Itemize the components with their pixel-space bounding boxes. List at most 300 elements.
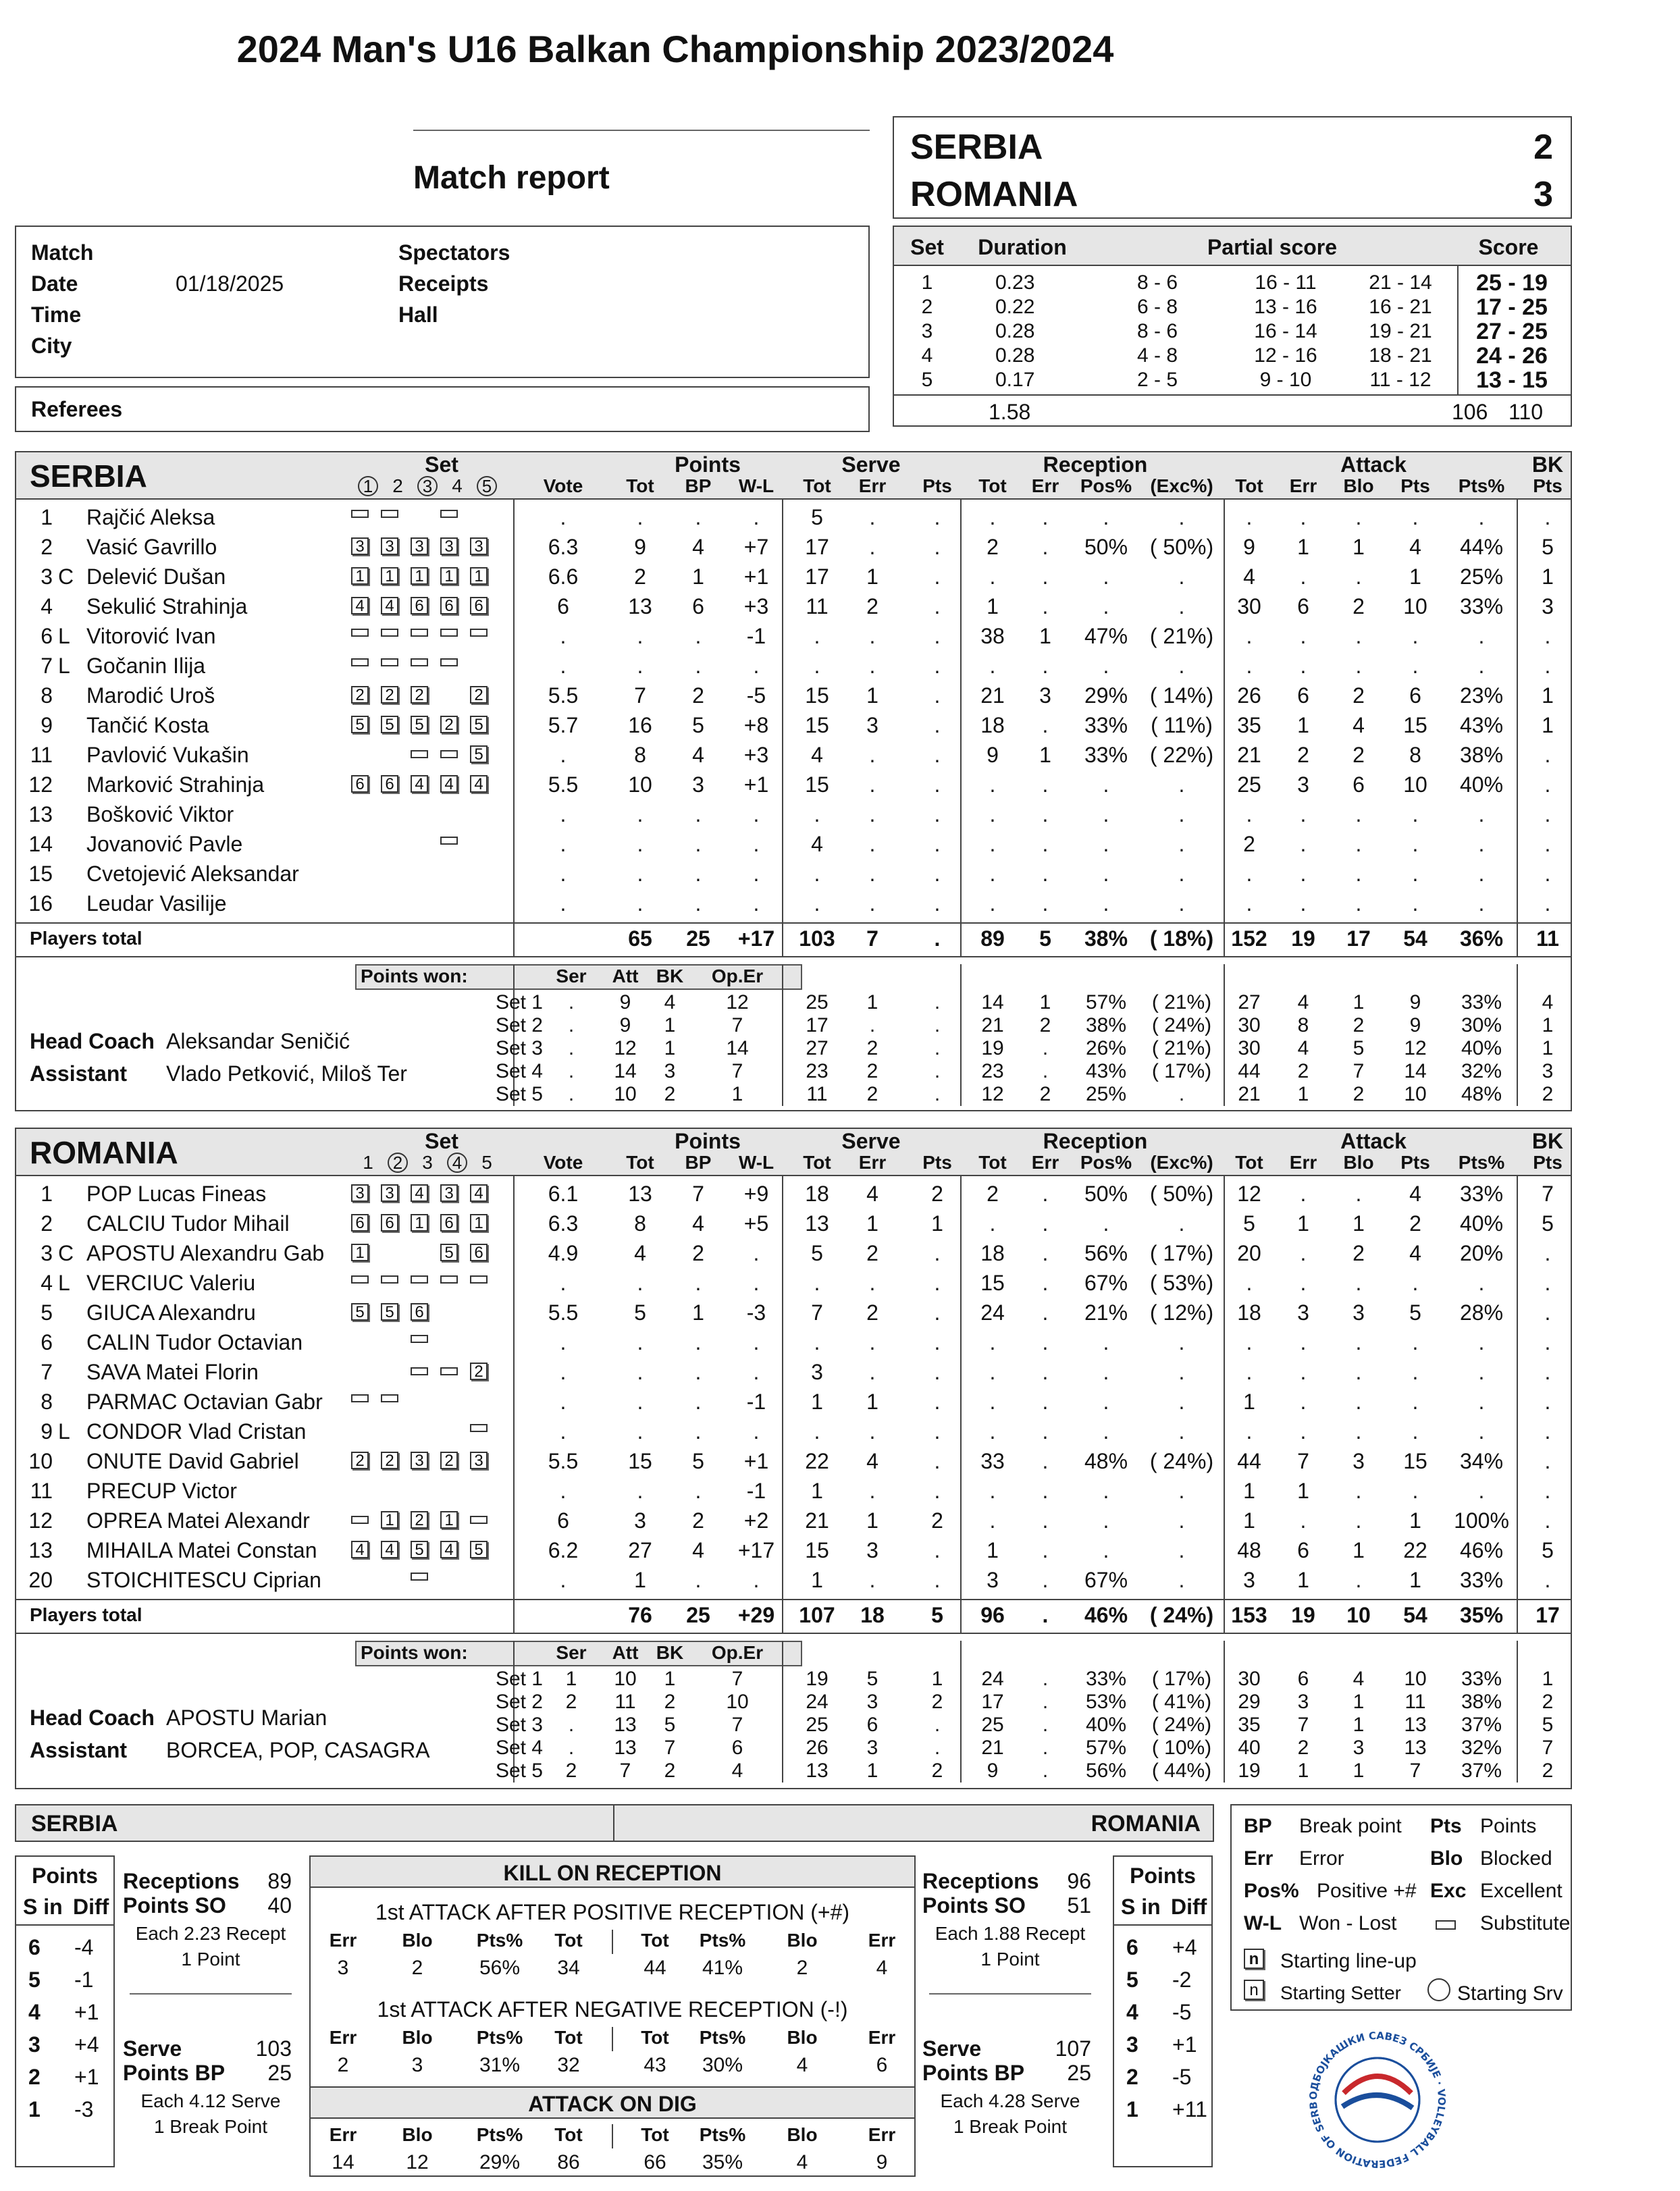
set-detail-rexc: ( 41%) [1151, 1691, 1212, 1713]
player-rtot: . [989, 832, 996, 856]
subhdr-bp: BP [685, 475, 712, 496]
totals-line-top [16, 1599, 1571, 1600]
set-detail-rtot: 9 [987, 1760, 999, 1782]
player-name: Cvetojević Aleksandar [86, 862, 299, 886]
kill-val-left: 29% [479, 2151, 521, 2173]
player-stot: 18 [805, 1182, 829, 1206]
player-apct: 100% [1454, 1508, 1509, 1533]
player-number: 13 [28, 802, 53, 826]
empty-set-slot [381, 1367, 398, 1375]
player-aerr: . [1300, 505, 1307, 529]
starting-position-box: 3 [470, 537, 488, 555]
set-detail-rerr: . [1042, 1060, 1049, 1082]
diff-row-diff: +4 [1172, 1935, 1197, 1959]
points-bp-value: 25 [267, 2061, 292, 2085]
set-detail-spts: . [934, 1737, 941, 1759]
player-apct: . [1478, 1330, 1485, 1354]
player-stot: 4 [811, 832, 823, 856]
player-ablo: . [1355, 1360, 1362, 1384]
player-apct: . [1478, 891, 1485, 916]
total-col-divider [513, 1599, 515, 1633]
subhdr-vote: Vote [543, 1152, 583, 1173]
set-detail-bk: 7 [664, 1737, 676, 1759]
header-line [16, 1175, 1571, 1176]
legend-value2: Substitute [1480, 1912, 1571, 1934]
sets-score-divider [1457, 265, 1459, 394]
player-rerr: . [1042, 1360, 1049, 1384]
player-rpos: . [1103, 802, 1109, 826]
assistant-names: Vlado Petković, Miloš Ter [166, 1061, 407, 1086]
empty-set-slot [351, 750, 369, 758]
total-col-divider [782, 922, 783, 956]
set-row-score: 24 - 26 [1476, 343, 1548, 369]
set-detail-ablo: 1 [1353, 1714, 1365, 1736]
set-detail-apct: 37% [1461, 1714, 1502, 1736]
report-title: 2024 Man's U16 Balkan Championship 2023/2024 [236, 28, 1114, 70]
hdr-serve: Serve [841, 452, 901, 477]
starting-position-box: 6 [411, 597, 428, 614]
player-stot: 13 [805, 1211, 829, 1236]
legend-value: Won - Lost [1299, 1912, 1397, 1934]
player-bk: 1 [1542, 564, 1554, 589]
player-serr: . [869, 505, 876, 529]
player-apts: . [1412, 862, 1419, 886]
empty-set-slot [411, 1394, 428, 1402]
player-bk: . [1544, 832, 1551, 856]
player-wl: . [753, 1241, 760, 1265]
time-label: Time [31, 302, 82, 327]
player-rtot: . [989, 802, 996, 826]
legend-key2: Pts [1430, 1815, 1462, 1837]
player-bp: . [695, 1419, 702, 1444]
empty-set-slot [351, 1424, 369, 1432]
player-spts: 1 [931, 1211, 943, 1236]
set-detail-label: Set 3 [495, 1037, 543, 1059]
set-detail-rtot: 17 [981, 1691, 1004, 1713]
diff-row-sin: 3 [1126, 2032, 1138, 2057]
player-spts: . [934, 1241, 941, 1265]
substitute-icon [440, 837, 458, 845]
player-ablo: . [1355, 802, 1362, 826]
player-rtot: 9 [987, 743, 999, 767]
total-ablo: 10 [1346, 1603, 1371, 1627]
player-bp: . [695, 654, 702, 678]
player-serr: . [869, 1568, 876, 1592]
player-bk: . [1544, 1508, 1551, 1533]
receptions-value: 89 [267, 1869, 292, 1893]
player-rerr: 1 [1039, 743, 1051, 767]
set-row-partial2: 16 - 14 [1254, 320, 1317, 342]
player-name: PRECUP Victor [86, 1479, 237, 1503]
pw-hdr-bk: BK [656, 1642, 684, 1663]
player-ptot: . [637, 654, 644, 678]
empty-set-slot [470, 1394, 488, 1402]
starting-position-box: 3 [351, 1184, 369, 1202]
away-diff-hdr-line [1114, 1924, 1211, 1926]
kill-val-right: 4 [876, 1957, 888, 1979]
total-apct: 35% [1459, 1603, 1504, 1627]
player-wl: +17 [737, 1538, 775, 1562]
player-aerr: . [1300, 1241, 1307, 1265]
player-wl: +7 [743, 535, 769, 559]
points-so-value: 40 [267, 1893, 292, 1918]
set-detail-stot: 13 [806, 1760, 829, 1782]
set-detail-bk: 1 [664, 1668, 676, 1690]
player-ptot: 27 [628, 1538, 652, 1562]
set-detail-bk-points: 7 [1542, 1737, 1554, 1759]
player-vote: 5.5 [548, 683, 579, 708]
player-ablo: 2 [1353, 594, 1365, 618]
set-detail-bk: 1 [664, 1014, 676, 1036]
head-coach-name: Aleksandar Seničić [166, 1029, 350, 1053]
total-apts: 54 [1403, 1603, 1427, 1627]
player-ptot: 3 [634, 1508, 646, 1533]
away-diff-diff-hdr: Diff [1171, 1895, 1207, 1919]
set-detail-label: Set 4 [495, 1737, 543, 1759]
player-rtot: . [989, 1508, 996, 1533]
player-spts: . [934, 1271, 941, 1295]
player-serr: . [869, 1479, 876, 1503]
starting-position-box: 5 [411, 716, 428, 733]
set-detail-aerr: 4 [1297, 1037, 1309, 1059]
player-ptot: 9 [634, 535, 646, 559]
empty-set-slot [411, 896, 428, 904]
player-rexc: ( 24%) [1149, 1449, 1214, 1473]
player-rtot: 21 [980, 683, 1005, 708]
empty-set-slot [440, 691, 458, 699]
set-detail-apts: 9 [1409, 991, 1421, 1013]
diff-row-sin: 6 [1126, 1935, 1138, 1959]
player-aerr: . [1300, 654, 1307, 678]
player-bk: 3 [1542, 594, 1554, 618]
player-aerr: 6 [1297, 594, 1309, 618]
kill-col-hdr-left: Blo [402, 2124, 433, 2145]
set-detail-rpos: 38% [1085, 1014, 1127, 1036]
player-rtot: 18 [980, 713, 1005, 737]
receptions-label: Receptions [123, 1869, 240, 1893]
total-aerr: 19 [1291, 1603, 1315, 1627]
legend-srv-circle-icon [1427, 1978, 1450, 2001]
assistant-label: Assistant [30, 1738, 128, 1762]
set-detail-ablo: 1 [1353, 1691, 1365, 1713]
hdr-serve: Serve [841, 1129, 901, 1153]
kill-val-left: 3 [337, 1957, 349, 1979]
player-apts: 15 [1403, 1449, 1427, 1473]
player-name: CALIN Tudor Octavian [86, 1330, 303, 1354]
kill-mid-divider [612, 2124, 613, 2148]
set-detail-att: 13 [614, 1714, 637, 1736]
set-detail-rerr: . [1042, 1691, 1049, 1713]
diff-row-sin: 2 [28, 2065, 41, 2089]
total-apct: 36% [1459, 926, 1504, 951]
starting-position-box: 1 [381, 1511, 398, 1529]
player-role: L [58, 654, 70, 678]
player-vote: . [560, 743, 567, 767]
kill-val-left: 2 [411, 1957, 423, 1979]
player-rerr: . [1042, 713, 1049, 737]
kill-val-right: 30% [702, 2054, 743, 2076]
date-value: 01/18/2025 [176, 271, 284, 296]
player-rtot: 38 [980, 624, 1005, 648]
serve-label: Serve [123, 2036, 182, 2061]
player-atot: 18 [1237, 1300, 1261, 1325]
set-detail-rerr: . [1042, 1037, 1049, 1059]
player-apct: . [1478, 505, 1485, 529]
set-row-partial3: 11 - 12 [1369, 369, 1432, 391]
player-stot: . [814, 1419, 820, 1444]
player-apts: 8 [1409, 743, 1421, 767]
set-detail-bk: 4 [664, 991, 676, 1013]
subhdr-rtot: Tot [978, 475, 1007, 496]
player-name: Vasić Gavrillo [86, 535, 217, 559]
player-spts: . [934, 1479, 941, 1503]
player-atot: 12 [1237, 1182, 1261, 1206]
player-apts: . [1412, 1479, 1419, 1503]
referees-box [15, 386, 870, 432]
set-detail-spts: . [934, 1014, 941, 1036]
player-bk: . [1544, 1241, 1551, 1265]
player-role: L [58, 624, 70, 648]
substitute-icon [351, 510, 369, 518]
subhdr-rtot: Tot [978, 1152, 1007, 1173]
legend-key: W-L [1244, 1912, 1282, 1934]
total-col-divider [960, 1599, 962, 1633]
subhdr-ptot: Tot [626, 475, 654, 496]
player-rpos: 50% [1084, 1182, 1128, 1206]
player-name: Gočanin Ilija [86, 654, 206, 678]
kill-mid-divider [612, 1930, 613, 1954]
assistant-label: Assistant [30, 1061, 128, 1086]
starting-position-box: 2 [411, 1511, 428, 1529]
starting-serve-circle: 3 [417, 476, 438, 496]
legend-setter-n: n [1244, 1980, 1264, 2000]
starting-position-box: 1 [381, 567, 398, 585]
starting-position-box: 2 [381, 686, 398, 704]
diff-row-diff: -4 [74, 1935, 94, 1959]
player-rexc: . [1178, 1211, 1185, 1236]
player-atot: . [1246, 505, 1253, 529]
set-detail-rexc: ( 10%) [1151, 1737, 1212, 1759]
player-wl: -1 [746, 1479, 766, 1503]
player-apts: . [1412, 1271, 1419, 1295]
set-detail-oper: 14 [726, 1037, 749, 1059]
player-serr: 2 [866, 1300, 878, 1325]
diff-row-diff: -1 [74, 1968, 94, 1992]
set-detail-rerr: . [1042, 1760, 1049, 1782]
set-row-duration: 0.28 [995, 320, 1035, 342]
player-rerr: . [1042, 1568, 1049, 1592]
player-apts: 1 [1409, 1508, 1421, 1533]
set-detail-label: Set 1 [495, 1668, 543, 1690]
legend-key: Pos% [1244, 1880, 1299, 1902]
set-detail-ablo: 3 [1353, 1737, 1365, 1759]
set-detail-oper: 7 [731, 1668, 743, 1690]
set-detail-apts: 10 [1404, 1083, 1427, 1105]
set-detail-ser: . [568, 1737, 575, 1759]
set-detail-apct: 40% [1461, 1037, 1502, 1059]
player-apct: 40% [1459, 1211, 1504, 1236]
set-detail-atot: 21 [1238, 1083, 1261, 1105]
diff-row-sin: 2 [1126, 2065, 1138, 2089]
receptions-label: Receptions [922, 1869, 1039, 1893]
subhdr-rpos: Pos% [1080, 475, 1132, 496]
player-serr: . [869, 535, 876, 559]
player-aerr: 7 [1297, 1449, 1309, 1473]
result-away-sets: 3 [1533, 175, 1553, 214]
hdr-attack: Attack [1340, 1129, 1407, 1153]
empty-set-slot [381, 1424, 398, 1432]
player-rexc: ( 21%) [1149, 624, 1214, 648]
player-rtot: 1 [987, 1538, 999, 1562]
starting-position-box: 2 [470, 1363, 488, 1380]
player-bk: . [1544, 772, 1551, 797]
player-stot: 15 [805, 772, 829, 797]
player-name: Rajčić Aleksa [86, 505, 215, 529]
player-apts: 4 [1409, 1182, 1421, 1206]
set-detail-rexc: . [1178, 1083, 1185, 1105]
set-detail-spts: . [934, 1083, 941, 1105]
set-detail-rpos: 43% [1085, 1060, 1127, 1082]
player-stot: . [814, 862, 820, 886]
hdr-reception: Reception [1043, 1129, 1148, 1153]
player-number: 6 [41, 624, 53, 648]
player-wl: -1 [746, 1390, 766, 1414]
player-atot: 35 [1237, 713, 1261, 737]
player-aerr: 2 [1297, 743, 1309, 767]
empty-set-slot [470, 896, 488, 904]
starting-position-box: 2 [411, 686, 428, 704]
set-detail-rerr: 1 [1039, 991, 1051, 1013]
empty-set-slot [411, 1248, 428, 1257]
player-stot: 1 [811, 1390, 823, 1414]
player-role: L [58, 1271, 70, 1295]
set-row-partial3: 19 - 21 [1369, 320, 1432, 342]
player-ptot: 5 [634, 1300, 646, 1325]
player-stot: 1 [811, 1479, 823, 1503]
total-rtot: 96 [980, 1603, 1005, 1627]
set-detail-apts: 14 [1404, 1060, 1427, 1082]
set-detail-serr: 6 [866, 1714, 878, 1736]
player-spts: . [934, 564, 941, 589]
player-atot: 26 [1237, 683, 1261, 708]
player-ablo: 6 [1353, 772, 1365, 797]
empty-set-slot [381, 750, 398, 758]
starting-position-box: 6 [411, 1303, 428, 1321]
neg-title: 1st ATTACK AFTER NEGATIVE RECEPTION (-!) [377, 1997, 848, 2022]
starting-position-box: 3 [440, 1184, 458, 1202]
set-detail-rtot: 12 [981, 1083, 1004, 1105]
player-stot: 5 [811, 1241, 823, 1265]
kill-val-left: 34 [557, 1957, 580, 1979]
subhdr-bk: Pts [1533, 475, 1563, 496]
player-serr: . [869, 1330, 876, 1354]
set-detail-rtot: 25 [981, 1714, 1004, 1736]
player-rerr: . [1042, 772, 1049, 797]
each-serve-text: Each 4.12 Serve [140, 2090, 281, 2111]
total-stot: 107 [799, 1603, 835, 1627]
player-name: GIUCA Alexandru [86, 1300, 256, 1325]
player-spts: . [934, 743, 941, 767]
subhdr-stot: Tot [803, 1152, 831, 1173]
player-rpos: . [1103, 1479, 1109, 1503]
player-ablo: 4 [1353, 713, 1365, 737]
starting-position-box: 4 [470, 775, 488, 793]
player-vote: . [560, 654, 567, 678]
player-aerr: . [1300, 802, 1307, 826]
set-detail-rexc: ( 17%) [1151, 1060, 1212, 1082]
player-atot: 20 [1237, 1241, 1261, 1265]
set-detail-oper: 12 [726, 991, 749, 1013]
sets-hdr-line [894, 265, 1571, 266]
starting-position-box: 5 [351, 1303, 369, 1321]
player-vote: . [560, 891, 567, 916]
total-ablo: 17 [1346, 926, 1371, 951]
player-serr: 1 [866, 1211, 878, 1236]
player-rexc: . [1178, 772, 1185, 797]
player-number: 6 [41, 1330, 53, 1354]
player-ablo: . [1355, 1330, 1362, 1354]
subhdr-ablo: Blo [1343, 475, 1374, 496]
set-detail-atot: 30 [1238, 1668, 1261, 1690]
each-recept-text: Each 1.88 Recept [935, 1923, 1086, 1944]
player-rpos: . [1103, 772, 1109, 797]
player-set-positions [351, 686, 500, 704]
set-detail-atot: 19 [1238, 1760, 1261, 1782]
set-detail-stot: 17 [806, 1014, 829, 1036]
pw-hdr-oper: Op.Er [711, 966, 764, 986]
total-bp: 25 [686, 1603, 710, 1627]
set-detail-bk: 1 [664, 1037, 676, 1059]
player-serr: . [869, 891, 876, 916]
set-detail-ser: . [568, 991, 575, 1013]
player-bp: . [695, 891, 702, 916]
hdr-set-num-circled [446, 1152, 468, 1173]
player-spts: . [934, 505, 941, 529]
hdr-bk: BK [1531, 1129, 1564, 1153]
home-diff-sin-hdr: S in [23, 1895, 63, 1919]
set-detail-serr: . [869, 1014, 876, 1036]
set-detail-label: Set 4 [495, 1060, 543, 1082]
set-detail-rerr: . [1042, 1714, 1049, 1736]
player-aerr: . [1300, 1182, 1307, 1206]
player-bk: . [1544, 1360, 1551, 1384]
player-rexc: ( 14%) [1149, 683, 1214, 708]
subhdr-bp: BP [685, 1152, 712, 1173]
hdr-points: Points [675, 452, 741, 477]
player-ablo: . [1355, 1390, 1362, 1414]
player-spts: . [934, 535, 941, 559]
result-away-name: ROMANIA [910, 175, 1078, 214]
player-apct: 38% [1459, 743, 1504, 767]
player-apct: 34% [1459, 1449, 1504, 1473]
set-detail-apts: 11 [1405, 1691, 1426, 1713]
set-detail-oper: 7 [731, 1014, 743, 1036]
player-rerr: . [1042, 505, 1049, 529]
each-point-text: 1 Point [980, 1949, 1040, 1970]
starting-position-box: 5 [351, 716, 369, 733]
player-rexc: . [1178, 862, 1185, 886]
player-rerr: . [1042, 1508, 1049, 1533]
kill-val-right: 66 [644, 2151, 666, 2173]
set-row-duration: 0.22 [995, 296, 1035, 318]
player-spts: . [934, 594, 941, 618]
points-bp-label: Points BP [922, 2061, 1025, 2085]
pw-hdr-ser: Ser [556, 1642, 587, 1663]
team-name: ROMANIA [30, 1135, 178, 1170]
player-name: Jovanović Pavle [86, 832, 243, 856]
substitute-icon [411, 1275, 428, 1284]
kill-col-hdr-left: Tot [554, 1930, 583, 1951]
